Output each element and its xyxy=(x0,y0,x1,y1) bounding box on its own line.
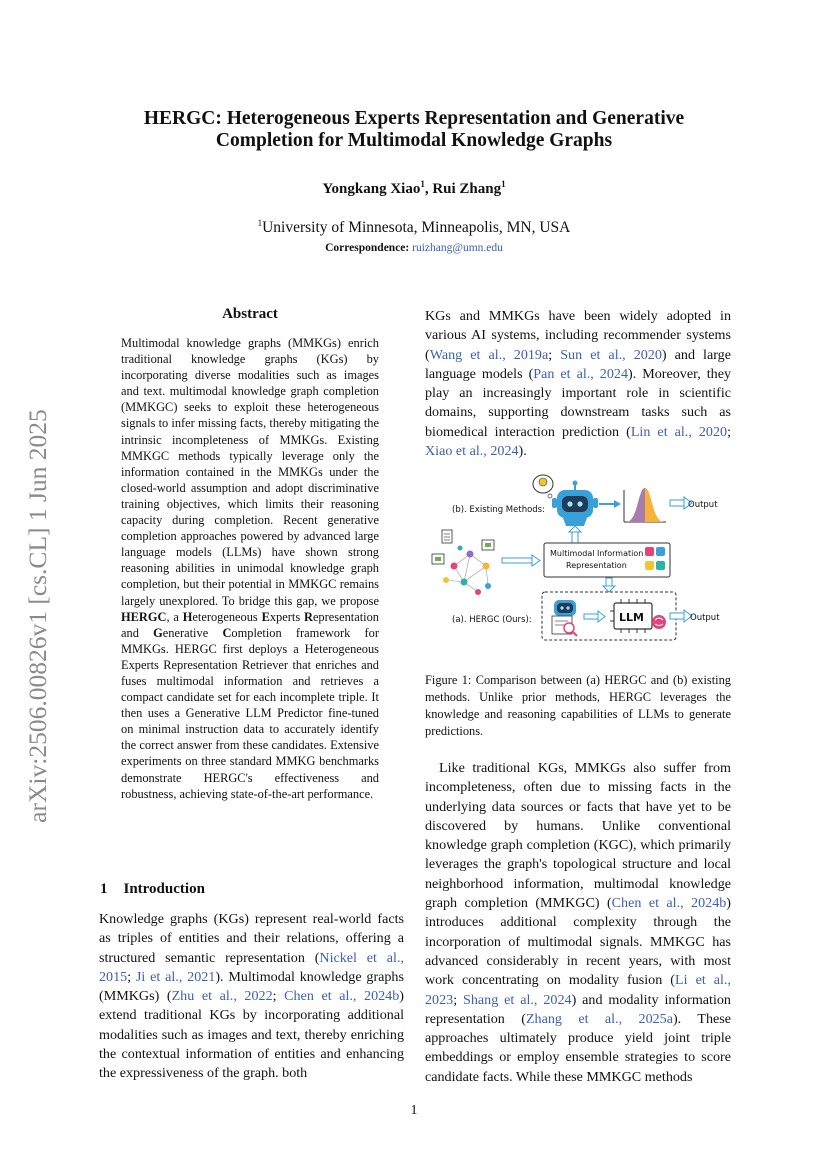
arrow-box-to-robot xyxy=(569,526,581,543)
abstract-letter-h: H xyxy=(182,609,193,624)
llm-label: LLM xyxy=(619,611,644,624)
affiliation xyxy=(0,218,828,237)
abstract-text-1: Multimodal knowledge graphs (MMKGs) enrich traditional knowledge graphs (KGs) by incorporating diverse modalities such as images and text. multimodal knowledge graph completion (MMKGC) seeks to exploit these heterogeneous signals to infer missing facts, thereby mitigating the intrinsic incompleteness of MMKGs. Existing MMKGC methods typically leverage only the information contained in the MMKGs under the closed-world assumption and adopt discriminative training objectives, which limits their reasoning capacity during completion. Recent generative completion approaches powered by advanced large language models (LLMs) have shown strong reasoning abilities in unimodal knowledge graph completion, but their potential in MMKGC remains largely unexplored. To bridge this gap, we propose xyxy=(121,336,379,608)
retriever-robot-icon xyxy=(552,600,577,636)
abstract-enerative: enerative xyxy=(162,625,223,640)
label-hergc-ours: (a). HERGC (Ours): xyxy=(452,615,532,625)
citation-link[interactable]: Pan et al., 2024 xyxy=(533,365,628,382)
brain-icon xyxy=(652,615,666,629)
intro-text: ) extend traditional KGs by incorporating additional modalities such as images and text, thereby enriching the contextual information of entities and enhancing the expressiveness of the graph. both xyxy=(99,988,404,1082)
output-label-bottom: Output xyxy=(690,613,720,623)
author-1-sup: 1 xyxy=(420,179,425,189)
author-list: Yongkang Xiao$^1$, Rui Zhang$^1$ xyxy=(322,179,506,197)
abstract-hergc: HERGC xyxy=(121,609,167,624)
box-label-line-1: Multimodal Information xyxy=(550,549,644,558)
citation-link[interactable]: Lin et al., 2020 xyxy=(630,423,728,440)
body-text: ). Moreover, they play an increasingly important role in scientific domains, supporting downstream tasks such as biomedical interaction prediction ( xyxy=(425,365,732,440)
body-text: ) and modality information representation ( xyxy=(425,991,731,1027)
section-title: Introduction xyxy=(123,881,205,897)
intro-sep: ; xyxy=(127,968,136,985)
citation-link[interactable]: Nickel et al., 2015 xyxy=(99,949,404,985)
body-text: KGs and MMKGs have been widely adopted in various AI systems, including recommender systems ( xyxy=(425,308,731,363)
arrow-to-llm xyxy=(584,611,605,622)
body-sep: ; xyxy=(727,423,731,440)
arrow-kg-to-box xyxy=(502,555,540,566)
output-label-top: Output xyxy=(688,500,718,510)
citation-link[interactable]: Shang et al., 2024 xyxy=(463,991,572,1008)
correspondence-email-link[interactable]: ruizhang@umn.edu xyxy=(412,242,503,254)
citation-link[interactable]: Zhang et al., 2025a xyxy=(525,1010,673,1027)
citation-link[interactable]: Wang et al., 2019a xyxy=(429,346,549,363)
intro-sep: ; xyxy=(272,988,285,1005)
abstract-heading: Abstract xyxy=(222,306,278,322)
intro-paragraph-1 xyxy=(99,910,404,1084)
box-label-line-2: Representation xyxy=(566,561,627,570)
robot-top-icon xyxy=(552,481,598,527)
figure-1 xyxy=(426,470,732,650)
lightbulb-thought-icon xyxy=(533,475,553,498)
author-2-sup: 1 xyxy=(501,179,506,189)
abstract-letter-c: C xyxy=(222,625,232,640)
arrow-to-output-bottom xyxy=(670,610,692,622)
arrow-head xyxy=(614,500,621,508)
body-text: ). xyxy=(518,443,527,460)
body-text: ). These approaches ultimately produce yield joint triple embeddings or employ ensemble strategies to score candidate facts. While these MMKGC methods xyxy=(425,1010,731,1085)
title-line-2: Completion for Multimodal Knowledge Graphs xyxy=(215,130,613,151)
intro-text: Knowledge graphs (KGs) represent real-world facts as triples of entities and their relations, offering a structured semantic representation ( xyxy=(99,911,404,966)
body-text: ) introduces additional complexity through the incorporation of multimodal signals. MMKGC has advanced considerably in recent years, with most work concentrating on modality fusion ( xyxy=(425,895,731,989)
body-sep: ; xyxy=(548,346,561,363)
affiliation-sup: 1 xyxy=(257,218,263,228)
paper-title xyxy=(0,108,828,152)
arxiv-sidebar xyxy=(18,388,58,843)
citation-link[interactable]: Zhu et al., 2022 xyxy=(171,988,273,1005)
citation-link[interactable]: Ji et al., 2021 xyxy=(135,968,216,985)
page-number: 1 xyxy=(410,1103,418,1118)
correspondence-label: Correspondence: xyxy=(325,242,410,254)
intro-text: ). Multimodal knowledge graphs (MMKGs) ( xyxy=(99,968,404,1005)
abstract-epresentation: epresentation and xyxy=(121,609,379,640)
citation-link[interactable]: Sun et al., 2020 xyxy=(560,346,662,363)
abstract-ompletion: ompletion xyxy=(231,625,282,640)
author-1: Yongkang Xiao xyxy=(322,181,421,197)
affiliation-text: University of Minnesota, Minneapolis, MN, USA xyxy=(262,219,571,237)
citation-link[interactable]: Chen et al., 2024b xyxy=(284,988,400,1005)
abstract-eterogeneous: eterogeneous xyxy=(192,609,262,624)
abstract-body xyxy=(121,335,379,802)
author-2: Rui Zhang xyxy=(432,181,502,197)
arxiv-identifier: arXiv:2506.00826v1 [cs.CL] 1 Jun 2025 xyxy=(23,408,52,823)
figure-1-diagram xyxy=(426,470,732,650)
figure-1-caption: Figure 1: Comparison between (a) HERGC and (b) existing methods. Unlike prior methods, HERGC leverages the knowledge and reasoning capabilities of LLMs to generate predictions. xyxy=(425,673,731,738)
distribution-curve-icon xyxy=(624,488,666,522)
abstract-text-3: framework for MMKGs. HERGC first deploys a Heterogeneous Experts Representation Retriever that enriches and fuses multimodal information and retrieves a compact candidate set for each incomplete triple. It then uses a Generative LLM Predictor fine-tuned on minimal instruction data to accurately identify the correct answer from these candidates. Extensive experiments on three standard MMKG benchmarks demonstrate HERGC's effectiveness and robustness, achieving state-of-the-art performance. xyxy=(121,625,379,801)
citation-link[interactable]: Li et al., 2023 xyxy=(425,972,731,1008)
correspondence xyxy=(0,242,828,254)
arrow-box-to-hergc xyxy=(603,578,615,592)
abstract-text-2: , a xyxy=(166,609,183,624)
citation-link[interactable]: Xiao et al., 2024 xyxy=(425,443,519,460)
body-text: Like traditional KGs, MMKGs also suffer from incompleteness, often due to missing facts in the underlying data sources or facts that have yet to be discovered by humans. Unlike conventional knowledge graph completion (KGC), which primarily leverages the graph's topological structure and local neighborhood information, multimodal knowledge graph completion (MMKGC) ( xyxy=(425,760,731,912)
body-text: ) and large language models ( xyxy=(425,346,731,382)
abstract-letter-g: G xyxy=(153,625,163,640)
section-number: 1 xyxy=(100,881,108,897)
abstract-letter-r: R xyxy=(303,609,313,624)
citation-link[interactable]: Chen et al., 2024b xyxy=(611,895,727,912)
section-heading-introduction xyxy=(100,881,205,898)
right-paragraph-1 xyxy=(425,307,731,461)
abstract-xperts: xperts xyxy=(269,609,301,624)
label-existing-methods: (b). Existing Methods: xyxy=(452,505,545,515)
body-sep: ; xyxy=(453,991,464,1008)
right-paragraph-2 xyxy=(425,759,731,1087)
abstract-letter-e: E xyxy=(261,609,270,624)
knowledge-graph-icon xyxy=(432,530,494,595)
title-line-1: HERGC: Heterogeneous Experts Representation and Generative xyxy=(143,108,685,129)
